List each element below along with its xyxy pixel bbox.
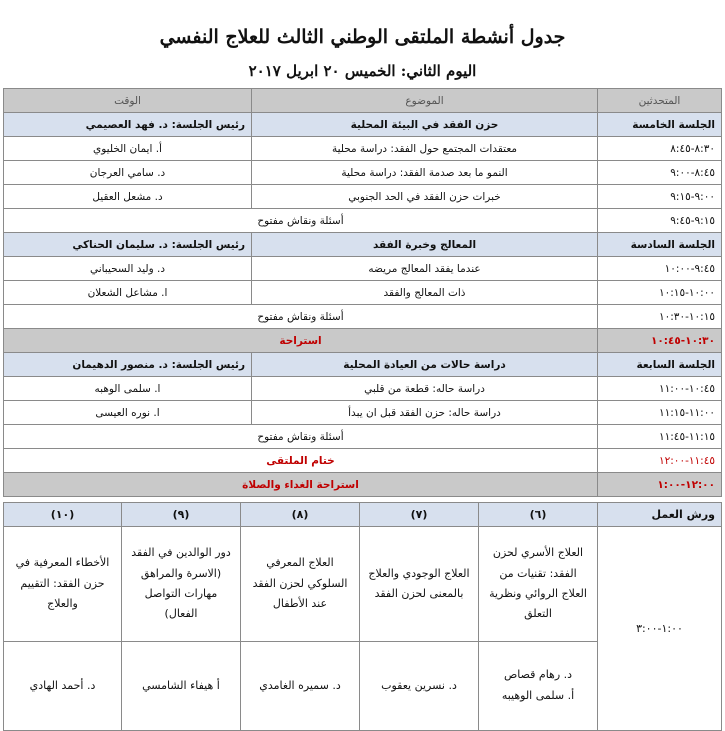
- session-topic: المعالج وخبرة الفقد: [252, 233, 598, 257]
- row-time: ٨:٣٠-٨:٤٥: [598, 137, 722, 161]
- qa-time: ١١:١٥-١١:٤٥: [598, 425, 722, 449]
- session-label: الجلسة الخامسة: [598, 113, 722, 137]
- table-row: [4, 257, 722, 281]
- break-label: استراحة: [4, 329, 598, 353]
- schedule-table: [3, 88, 722, 497]
- table-row: [4, 161, 722, 185]
- qa-label: أسئلة ونقاش مفتوح: [4, 305, 598, 329]
- workshop-speaker: د. سميره الغامدي: [241, 642, 360, 731]
- session-row: [4, 113, 722, 137]
- row-time: ١٠:٠٠-١٠:١٥: [598, 281, 722, 305]
- page-title: جدول أنشطة الملتقى الوطني الثالث للعلاج النفسي: [159, 26, 566, 48]
- break-time: ١٠:٣٠-١٠:٤٥: [598, 329, 722, 353]
- row-speaker: ا. مشاعل الشعلان: [4, 281, 252, 305]
- closing-label: ختام الملتقى: [4, 449, 598, 473]
- workshop-number: (٩): [122, 503, 241, 527]
- workshops-topic-row: [4, 527, 722, 642]
- header-speakers: المتحدثين: [598, 89, 722, 113]
- workshop-topic: العلاج الوجودي والعلاج بالمعنى لحزن الفقد: [360, 527, 479, 642]
- row-speaker: د. سامي العرجان: [4, 161, 252, 185]
- qa-time: ١٠:١٥-١٠:٣٠: [598, 305, 722, 329]
- row-topic: خبرات حزن الفقد في الحد الجنوبي: [252, 185, 598, 209]
- table-row: [4, 185, 722, 209]
- row-time: ٨:٤٥-٩:٠٠: [598, 161, 722, 185]
- workshop-number: (٨): [241, 503, 360, 527]
- workshop-number: (٧): [360, 503, 479, 527]
- session-row: [4, 353, 722, 377]
- row-topic: معتقدات المجتمع حول الفقد: دراسة محلية: [252, 137, 598, 161]
- workshop-topic: العلاج المعرفي السلوكي لحزن الفقد عند الأطفال: [241, 527, 360, 642]
- qa-label: أسئلة ونقاش مفتوح: [4, 209, 598, 233]
- row-topic: النمو ما بعد صدمة الفقد: دراسة محلية: [252, 161, 598, 185]
- row-topic: ذات المعالج والفقد: [252, 281, 598, 305]
- workshops-header-row: [4, 503, 722, 527]
- workshop-number: (١٠): [4, 503, 122, 527]
- row-speaker: د. مشعل العقيل: [4, 185, 252, 209]
- page-subtitle: اليوم الثاني: الخميس ٢٠ ابريل ٢٠١٧: [248, 62, 477, 80]
- row-speaker: د. وليد السحيباني: [4, 257, 252, 281]
- row-topic: عندما يفقد المعالج مريضه: [252, 257, 598, 281]
- table-row: [4, 281, 722, 305]
- session-label: الجلسة السادسة: [598, 233, 722, 257]
- qa-time: ٩:١٥-٩:٤٥: [598, 209, 722, 233]
- workshop-topic: دور الوالدين في الفقد (الاسرة والمراهق مهارات التواصل الفعال): [122, 527, 241, 642]
- workshops-label: ورش العمل: [598, 503, 722, 527]
- workshops-table: [3, 502, 722, 731]
- session-label: الجلسة السابعة: [598, 353, 722, 377]
- session-chair: رئيس الجلسة: د. فهد العصيمي: [4, 113, 252, 137]
- workshop-speaker: أ هيفاء الشامسي: [122, 642, 241, 731]
- row-time: ١٠:٤٥-١١:٠٠: [598, 377, 722, 401]
- row-speaker: ا. نوره العيسى: [4, 401, 252, 425]
- closing-row: [4, 449, 722, 473]
- header-topic: الموضوع: [252, 89, 598, 113]
- qa-row: [4, 305, 722, 329]
- row-time: ٩:٤٥-١٠:٠٠: [598, 257, 722, 281]
- qa-label: أسئلة ونقاش مفتوح: [4, 425, 598, 449]
- table-row: [4, 401, 722, 425]
- lunch-label: استراحة الغداء والصلاة: [4, 473, 598, 497]
- workshops-time: ١:٠٠-٣:٠٠: [598, 527, 722, 731]
- table-row: [4, 137, 722, 161]
- workshop-speaker: د. أحمد الهادي: [4, 642, 122, 731]
- row-topic: دراسة حاله: قطعة من قلبي: [252, 377, 598, 401]
- session-row: [4, 233, 722, 257]
- row-speaker: أ. ايمان الخليوي: [4, 137, 252, 161]
- row-speaker: ا. سلمى الوهبه: [4, 377, 252, 401]
- row-topic: دراسة حاله: حزن الفقد قبل ان يبدأ: [252, 401, 598, 425]
- session-topic: حزن الفقد في البيئة المحلية: [252, 113, 598, 137]
- row-time: ١١:٠٠-١١:١٥: [598, 401, 722, 425]
- header-time: الوقت: [4, 89, 252, 113]
- header-row: [4, 89, 722, 113]
- qa-row: [4, 209, 722, 233]
- lunch-time: ١٢:٠٠-١:٠٠: [598, 473, 722, 497]
- table-row: [4, 377, 722, 401]
- closing-time: ١١:٤٥-١٢:٠٠: [598, 449, 722, 473]
- session-topic: دراسة حالات من العيادة المحلية: [252, 353, 598, 377]
- workshop-speaker: د. نسرين يعقوب: [360, 642, 479, 731]
- lunch-row: [4, 473, 722, 497]
- workshop-number: (٦): [479, 503, 598, 527]
- session-chair: رئيس الجلسة: د. منصور الدهيمان: [4, 353, 252, 377]
- break-row: [4, 329, 722, 353]
- session-chair: رئيس الجلسة: د. سليمان الحناكي: [4, 233, 252, 257]
- workshop-topic: العلاج الأسري لحزن الفقد: تقنيات من العلاج الروائي ونظرية التعلق: [479, 527, 598, 642]
- row-time: ٩:٠٠-٩:١٥: [598, 185, 722, 209]
- qa-row: [4, 425, 722, 449]
- workshop-speaker: د. رهام قصاص أ. سلمى الوهيبه: [479, 642, 598, 731]
- workshop-topic: الأخطاء المعرفية في حزن الفقد: التقييم والعلاج: [4, 527, 122, 642]
